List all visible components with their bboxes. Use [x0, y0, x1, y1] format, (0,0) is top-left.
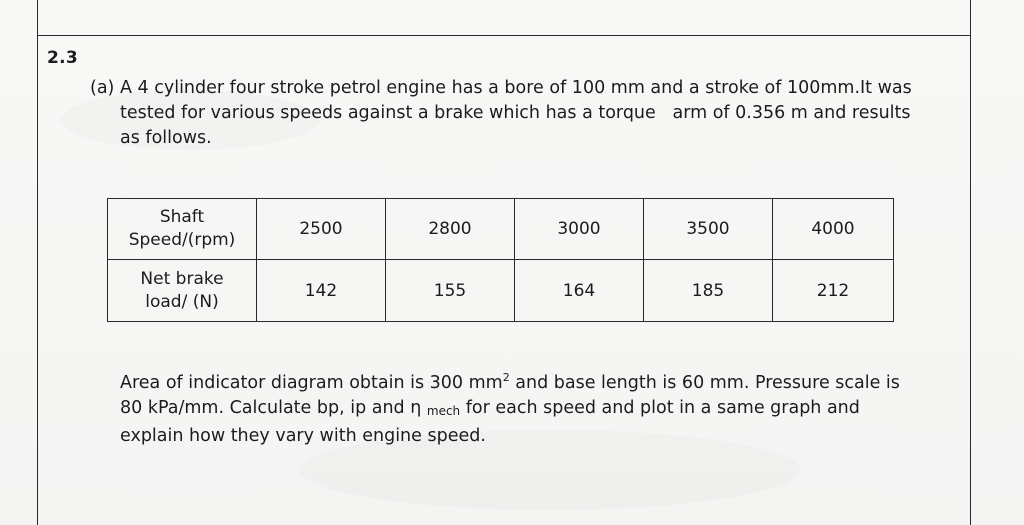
top-divider [38, 35, 970, 36]
speed-cell: 2800 [386, 199, 515, 260]
row-header-load-line-1: Net brake [140, 268, 224, 289]
part-a-line-2: tested for various speeds against a brake which has a torque arm of 0.356 m and results [120, 103, 911, 123]
load-cell: 185 [644, 260, 773, 322]
results-table [107, 198, 894, 322]
part-a-line-1: A 4 cylinder four stroke petrol engine has a bore of 100 mm and a stroke of 100mm.It was [120, 78, 912, 98]
row-header-load-line-2: load/ (N) [145, 291, 219, 312]
part-b-line-1 [120, 371, 965, 396]
row-header-speed-line-1: Shaft [159, 207, 205, 227]
part-b-line-1-text: Area of indicator diagram obtain is 300 mm [120, 373, 503, 393]
load-cell: 212 [773, 260, 894, 322]
part-b-line-3: explain how they vary with engine speed. [120, 426, 486, 446]
part-a-line-3: as follows. [120, 128, 212, 148]
table-row-speed [108, 199, 894, 260]
part-b-line-2-text: 80 kPa/mm. Calculate bp, ip and η [120, 398, 427, 418]
speed-cell: 3500 [644, 199, 773, 260]
row-header-load [108, 260, 257, 322]
speed-cell: 3000 [515, 199, 644, 260]
mech-subscript: mech [426, 404, 461, 418]
speed-cell: 2500 [257, 199, 386, 260]
load-cell: 142 [257, 260, 386, 322]
load-cell: 155 [386, 260, 515, 322]
speed-cell: 4000 [773, 199, 894, 260]
row-header-speed-line-2: Speed/(rpm) [128, 230, 236, 250]
part-b-line-2-rest: for each speed and plot in a same graph and [460, 398, 860, 418]
part-b-text [120, 371, 965, 449]
part-a-label: (a) [90, 78, 115, 98]
squared-superscript: 2 [502, 371, 510, 384]
part-b-line-2 [120, 396, 965, 424]
question-number: 2.3 [47, 48, 79, 68]
part-b-line-1-rest: and base length is 60 mm. Pressure scale is [509, 373, 900, 393]
part-a-text [90, 76, 965, 151]
row-header-speed [108, 199, 257, 260]
table-row-load [108, 260, 894, 322]
load-cell: 164 [515, 260, 644, 322]
